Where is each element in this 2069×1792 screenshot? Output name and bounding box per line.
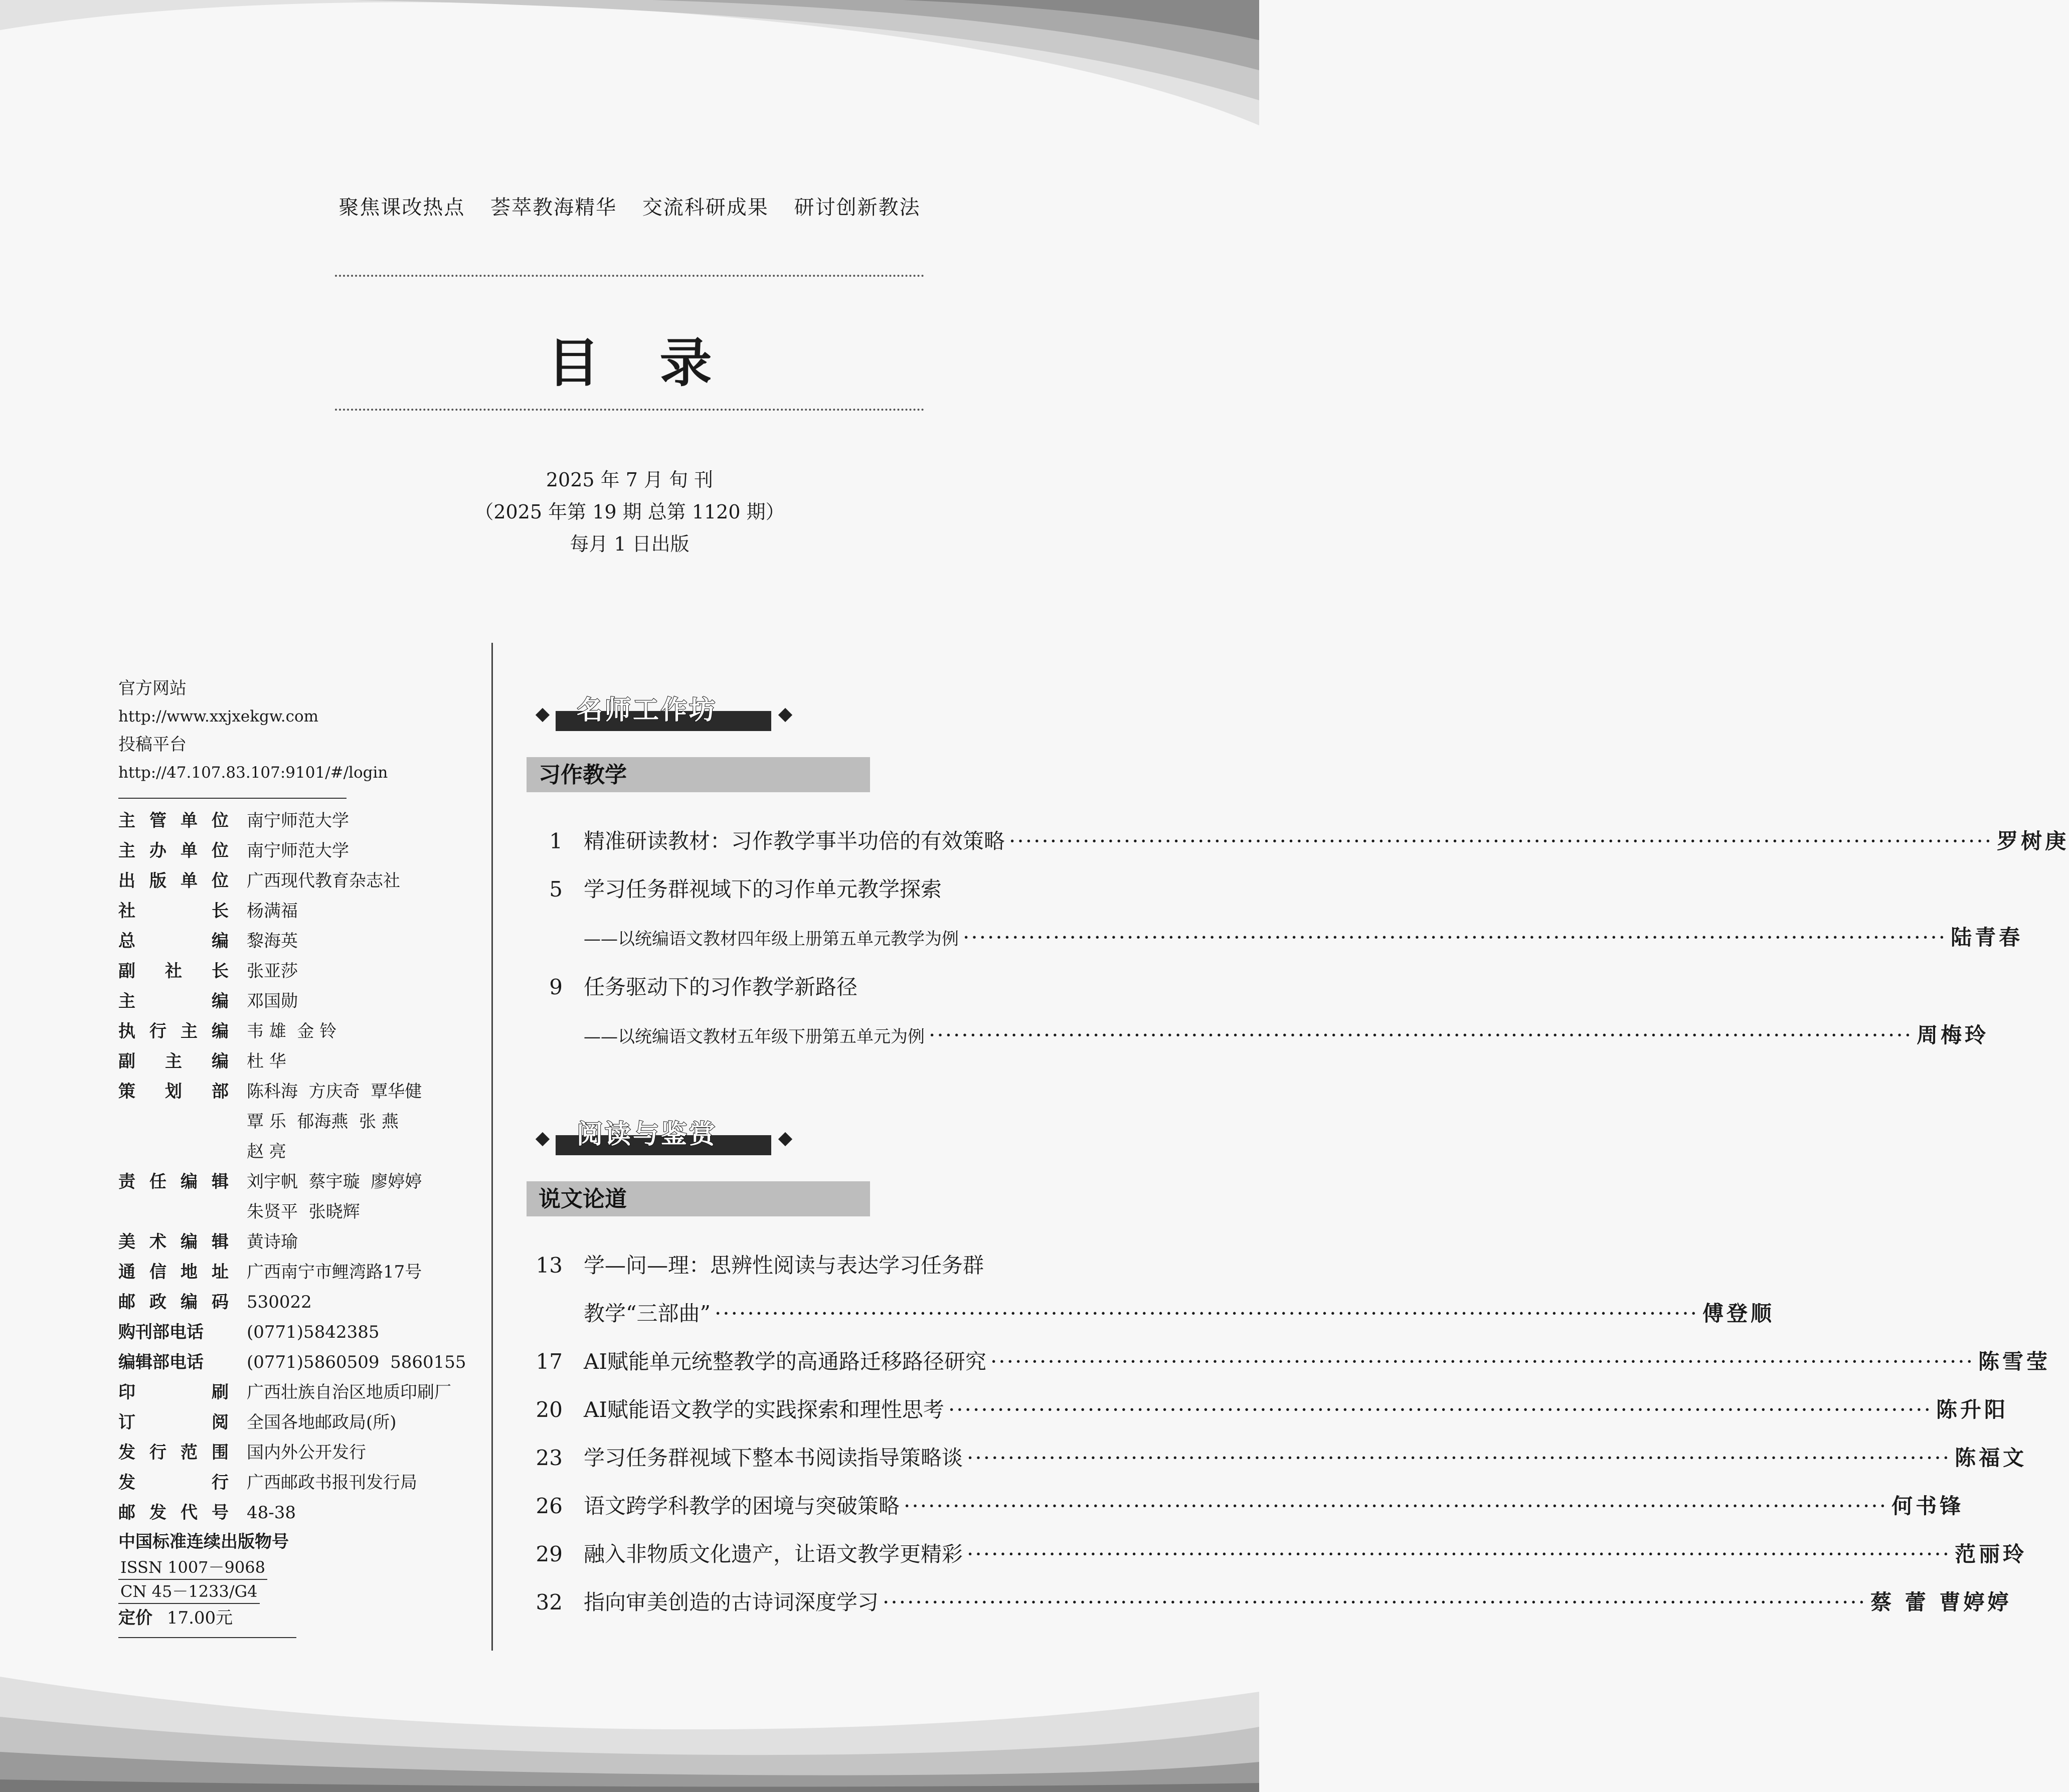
info-label: 主办单位 xyxy=(118,841,229,861)
slogan-line xyxy=(0,192,1259,220)
info-value: 530022 xyxy=(247,1292,312,1312)
info-gap xyxy=(229,1167,247,1197)
article-author: 周梅玲 xyxy=(1917,1023,1989,1047)
column-heading xyxy=(527,1116,1148,1156)
diamond-icon xyxy=(536,708,550,722)
toc-entry[interactable] xyxy=(527,1434,2027,1482)
dot-leader: ························································································································ xyxy=(948,1397,1933,1422)
bottom-wave-decoration xyxy=(0,1662,1259,1792)
info-row xyxy=(118,806,469,836)
article-title: 融入非物质文化遗产，让语文教学更精彩 xyxy=(584,1542,963,1566)
info-row xyxy=(118,1317,469,1347)
toc-entry[interactable] xyxy=(527,963,1148,1011)
page-number: 20 xyxy=(536,1397,563,1422)
dotted-divider xyxy=(335,409,924,411)
page-number: 5 xyxy=(549,877,563,902)
info-row xyxy=(118,1257,469,1287)
info-label xyxy=(118,1197,229,1227)
toc-entry[interactable] xyxy=(527,1338,2051,1386)
table-of-contents xyxy=(527,692,2069,1627)
page-number: 17 xyxy=(536,1349,563,1374)
info-label: 副社长 xyxy=(118,961,229,981)
dot-leader: ························································································································ xyxy=(929,1023,1913,1047)
info-row xyxy=(118,926,469,956)
page-number: 23 xyxy=(536,1446,563,1470)
info-label: 总编 xyxy=(118,931,229,951)
info-row xyxy=(118,836,469,866)
slogan-item: 荟萃教海精华 xyxy=(490,196,617,219)
page-number: 29 xyxy=(536,1542,563,1566)
info-label: 社长 xyxy=(118,901,229,921)
page-number: 1 xyxy=(549,829,563,853)
info-row xyxy=(118,956,469,986)
info-row xyxy=(118,1197,469,1227)
info-value: 广西壮族自治区地质印刷厂 xyxy=(247,1382,451,1402)
article-author: 陈升阳 xyxy=(1936,1397,2009,1422)
info-label: 编辑部电话 xyxy=(118,1352,204,1372)
info-value: 刘宇帆 蔡宇璇 廖婷婷 xyxy=(247,1172,422,1192)
dot-leader: ························································································································ xyxy=(883,1590,1867,1615)
serial-label: 中国标准连续出版物号 xyxy=(118,1532,289,1552)
toc-entry[interactable] xyxy=(527,1011,1989,1061)
info-value: 广西南宁市鲤湾路17号 xyxy=(247,1262,422,1282)
toc-section xyxy=(527,1116,2051,1627)
info-gap xyxy=(229,1016,247,1046)
toc-entry[interactable] xyxy=(527,914,2023,963)
column-heading xyxy=(527,692,1148,732)
info-label xyxy=(118,1137,229,1167)
toc-entry[interactable] xyxy=(527,1482,1964,1530)
article-author: 陆青春 xyxy=(1951,925,2023,950)
article-author: 陈福文 xyxy=(1955,1446,2027,1470)
page-title: 目录 xyxy=(547,332,772,394)
dot-leader: ························································································································ xyxy=(1009,829,1993,853)
article-title: 学习任务群视域下的习作单元教学探索 xyxy=(584,877,942,902)
info-label: 发行 xyxy=(118,1473,229,1493)
site-label: 官方网站 xyxy=(118,678,187,698)
dot-leader: ························································································································ xyxy=(714,1301,1699,1326)
info-value: 广西邮政书报刊发行局 xyxy=(247,1473,417,1493)
slogan-item: 研讨创新教法 xyxy=(794,196,921,219)
cn xyxy=(118,1580,469,1604)
info-label: 订阅 xyxy=(118,1412,229,1432)
issue-info xyxy=(0,464,1259,560)
info-gap xyxy=(229,1438,247,1468)
article-title: 任务驱动下的习作教学新路径 xyxy=(584,975,858,999)
page-number: 13 xyxy=(536,1253,563,1278)
info-row xyxy=(118,1167,469,1197)
info-value: 国内外公开发行 xyxy=(247,1443,366,1463)
issue-number: （2025 年第 19 期 总第 1120 期） xyxy=(474,501,785,523)
issn-number: ISSN 1007－9068 xyxy=(118,1556,267,1580)
info-gap xyxy=(229,1498,247,1528)
info-label: 主管单位 xyxy=(118,811,229,831)
info-value: 南宁师范大学 xyxy=(247,841,349,861)
info-row xyxy=(118,1016,469,1046)
info-label: 发行范围 xyxy=(118,1443,229,1463)
cn-number: CN 45－1233/G4 xyxy=(118,1580,260,1604)
info-value: (0771)5860509 5860155 xyxy=(247,1352,466,1372)
info-row xyxy=(118,1077,469,1107)
article-title: AI赋能语文教学的实践探索和理性思考 xyxy=(584,1397,944,1422)
info-list xyxy=(118,806,469,1528)
issue-schedule: 每月 1 日出版 xyxy=(570,533,689,555)
slogan-item: 聚焦课改热点 xyxy=(338,196,465,219)
article-title: 语文跨学科教学的困境与突破策略 xyxy=(584,1494,900,1518)
toc-entry[interactable] xyxy=(527,1290,1775,1338)
article-title: 指向审美创造的古诗词深度学习 xyxy=(584,1590,879,1615)
info-value: (0771)5842385 xyxy=(247,1322,380,1342)
info-label: 责任编辑 xyxy=(118,1172,229,1192)
page-number: 26 xyxy=(536,1494,563,1518)
info-row xyxy=(118,866,469,896)
info-row xyxy=(118,896,469,926)
info-value: 全国各地邮政局(所) xyxy=(247,1412,397,1432)
info-label xyxy=(118,1107,229,1137)
submit-label: 投稿平台 xyxy=(118,735,187,755)
info-value: 邓国勋 xyxy=(247,991,298,1011)
dotted-divider xyxy=(335,275,924,277)
info-gap xyxy=(229,1407,247,1438)
subsection-title: 习作教学 xyxy=(527,757,870,792)
article-author: 罗树庚 xyxy=(1997,829,2069,853)
info-row xyxy=(118,1107,469,1137)
info-gap xyxy=(229,836,247,866)
info-label: 印刷 xyxy=(118,1382,229,1402)
article-author: 陈雪莹 xyxy=(1978,1349,2051,1374)
info-value: 韦 雄 金 铃 xyxy=(247,1021,337,1041)
article-title: AI赋能单元统整教学的高通路迁移路径研究 xyxy=(584,1349,986,1374)
info-gap xyxy=(229,1468,247,1498)
info-gap xyxy=(229,1347,247,1377)
info-gap xyxy=(229,956,247,986)
toc-entry[interactable] xyxy=(527,1386,2009,1434)
dot-leader: ························································································································ xyxy=(963,925,1947,950)
info-value: 朱贤平 张晓辉 xyxy=(247,1202,360,1222)
info-row xyxy=(118,1227,469,1257)
info-label: 副主编 xyxy=(118,1051,229,1071)
article-title: 教学“三部曲” xyxy=(584,1301,711,1326)
toc-entry[interactable] xyxy=(527,1241,1148,1290)
toc-entry[interactable] xyxy=(527,865,1148,914)
article-title: 精准研读教材：习作教学事半功倍的有效策略 xyxy=(584,829,1005,853)
info-gap xyxy=(229,896,247,926)
info-value: 48-38 xyxy=(247,1503,296,1523)
info-value: 杜 华 xyxy=(247,1051,286,1071)
info-label: 主编 xyxy=(118,991,229,1011)
info-gap xyxy=(229,806,247,836)
info-row xyxy=(118,1347,469,1377)
info-row xyxy=(118,1407,469,1438)
info-gap xyxy=(229,926,247,956)
toc-entry[interactable] xyxy=(527,817,2069,865)
price xyxy=(118,1604,469,1632)
diamond-icon xyxy=(536,1132,550,1146)
info-value: 杨满福 xyxy=(247,901,298,921)
diamond-icon xyxy=(778,1132,792,1146)
info-label: 执行主编 xyxy=(118,1021,229,1041)
toc-entry[interactable] xyxy=(527,1530,2027,1578)
info-gap xyxy=(229,1107,247,1137)
info-row xyxy=(118,1046,469,1077)
dot-leader: ························································································································ xyxy=(967,1542,1951,1566)
info-gap xyxy=(229,1257,247,1287)
diamond-icon xyxy=(778,708,792,722)
info-row xyxy=(118,1377,469,1407)
info-row xyxy=(118,1438,469,1468)
page-number: 32 xyxy=(536,1590,563,1615)
info-row xyxy=(118,1498,469,1528)
info-label: 美术编辑 xyxy=(118,1232,229,1252)
info-gap xyxy=(229,1197,247,1227)
info-label: 购刊部电话 xyxy=(118,1322,204,1342)
dot-leader: ························································································································ xyxy=(967,1446,1951,1470)
toc-entry[interactable] xyxy=(527,1578,2012,1627)
slogan-item: 交流科研成果 xyxy=(642,196,769,219)
article-author: 傅登顺 xyxy=(1702,1301,1775,1326)
subsection-title: 说文论道 xyxy=(527,1181,870,1216)
info-row xyxy=(118,986,469,1016)
toc-section xyxy=(527,692,2069,1061)
info-label: 邮发代号 xyxy=(118,1503,229,1523)
article-title: ——以统编语文教材五年级下册第五单元为例 xyxy=(584,1027,925,1047)
info-gap xyxy=(229,1317,247,1347)
info-value: 陈科海 方庆奇 覃华健 xyxy=(247,1082,422,1102)
info-gap xyxy=(229,866,247,896)
article-title: ——以统编语文教材四年级上册第五单元教学为例 xyxy=(584,929,959,949)
info-value: 黎海英 xyxy=(247,931,298,951)
info-divider xyxy=(118,798,347,799)
publication-info xyxy=(118,674,469,1638)
info-gap xyxy=(229,1377,247,1407)
info-value: 张亚莎 xyxy=(247,961,298,981)
info-label: 出版单位 xyxy=(118,871,229,891)
info-label: 通信地址 xyxy=(118,1262,229,1282)
info-value: 黄诗瑜 xyxy=(247,1232,298,1252)
column-title: 阅读与鉴赏 xyxy=(577,1120,718,1150)
info-divider xyxy=(118,1637,296,1638)
site-url[interactable]: http://www.xxjxekgw.com xyxy=(118,707,319,726)
price-label: 定价 xyxy=(118,1608,152,1628)
article-author: 何书锋 xyxy=(1891,1494,1964,1518)
info-gap xyxy=(229,986,247,1016)
article-title: 学—问—理：思辨性阅读与表达学习任务群 xyxy=(584,1253,984,1278)
article-title: 学习任务群视域下整本书阅读指导策略谈 xyxy=(584,1446,963,1470)
dot-leader: ························································································································ xyxy=(904,1494,1888,1518)
issue-date: 2025 年 7 月 旬 刊 xyxy=(546,469,714,491)
info-gap xyxy=(229,1137,247,1167)
info-row xyxy=(118,1287,469,1317)
info-label: 策划部 xyxy=(118,1082,229,1102)
info-value: 覃 乐 郁海燕 张 燕 xyxy=(247,1112,399,1132)
column-divider xyxy=(491,643,493,1651)
info-value: 广西现代教育杂志社 xyxy=(247,871,400,891)
article-author: 范丽玲 xyxy=(1955,1542,2027,1566)
submit-url[interactable]: http://47.107.83.107:9101/#/login xyxy=(118,764,388,782)
dot-leader: ························································································································ xyxy=(990,1349,1975,1374)
info-gap xyxy=(229,1046,247,1077)
top-wave-decoration xyxy=(0,0,1259,130)
column-title: 名师工作坊 xyxy=(577,695,718,726)
info-gap xyxy=(229,1287,247,1317)
issn xyxy=(118,1556,469,1580)
info-gap xyxy=(229,1227,247,1257)
page-number: 9 xyxy=(549,975,563,999)
info-row xyxy=(118,1137,469,1167)
info-value: 南宁师范大学 xyxy=(247,811,349,831)
info-label: 邮政编码 xyxy=(118,1292,229,1312)
info-value: 赵 亮 xyxy=(247,1142,286,1162)
article-author: 蔡 蕾 曹婷婷 xyxy=(1870,1590,2012,1615)
info-row xyxy=(118,1468,469,1498)
price-value: 17.00元 xyxy=(166,1608,233,1628)
info-gap xyxy=(229,1077,247,1107)
